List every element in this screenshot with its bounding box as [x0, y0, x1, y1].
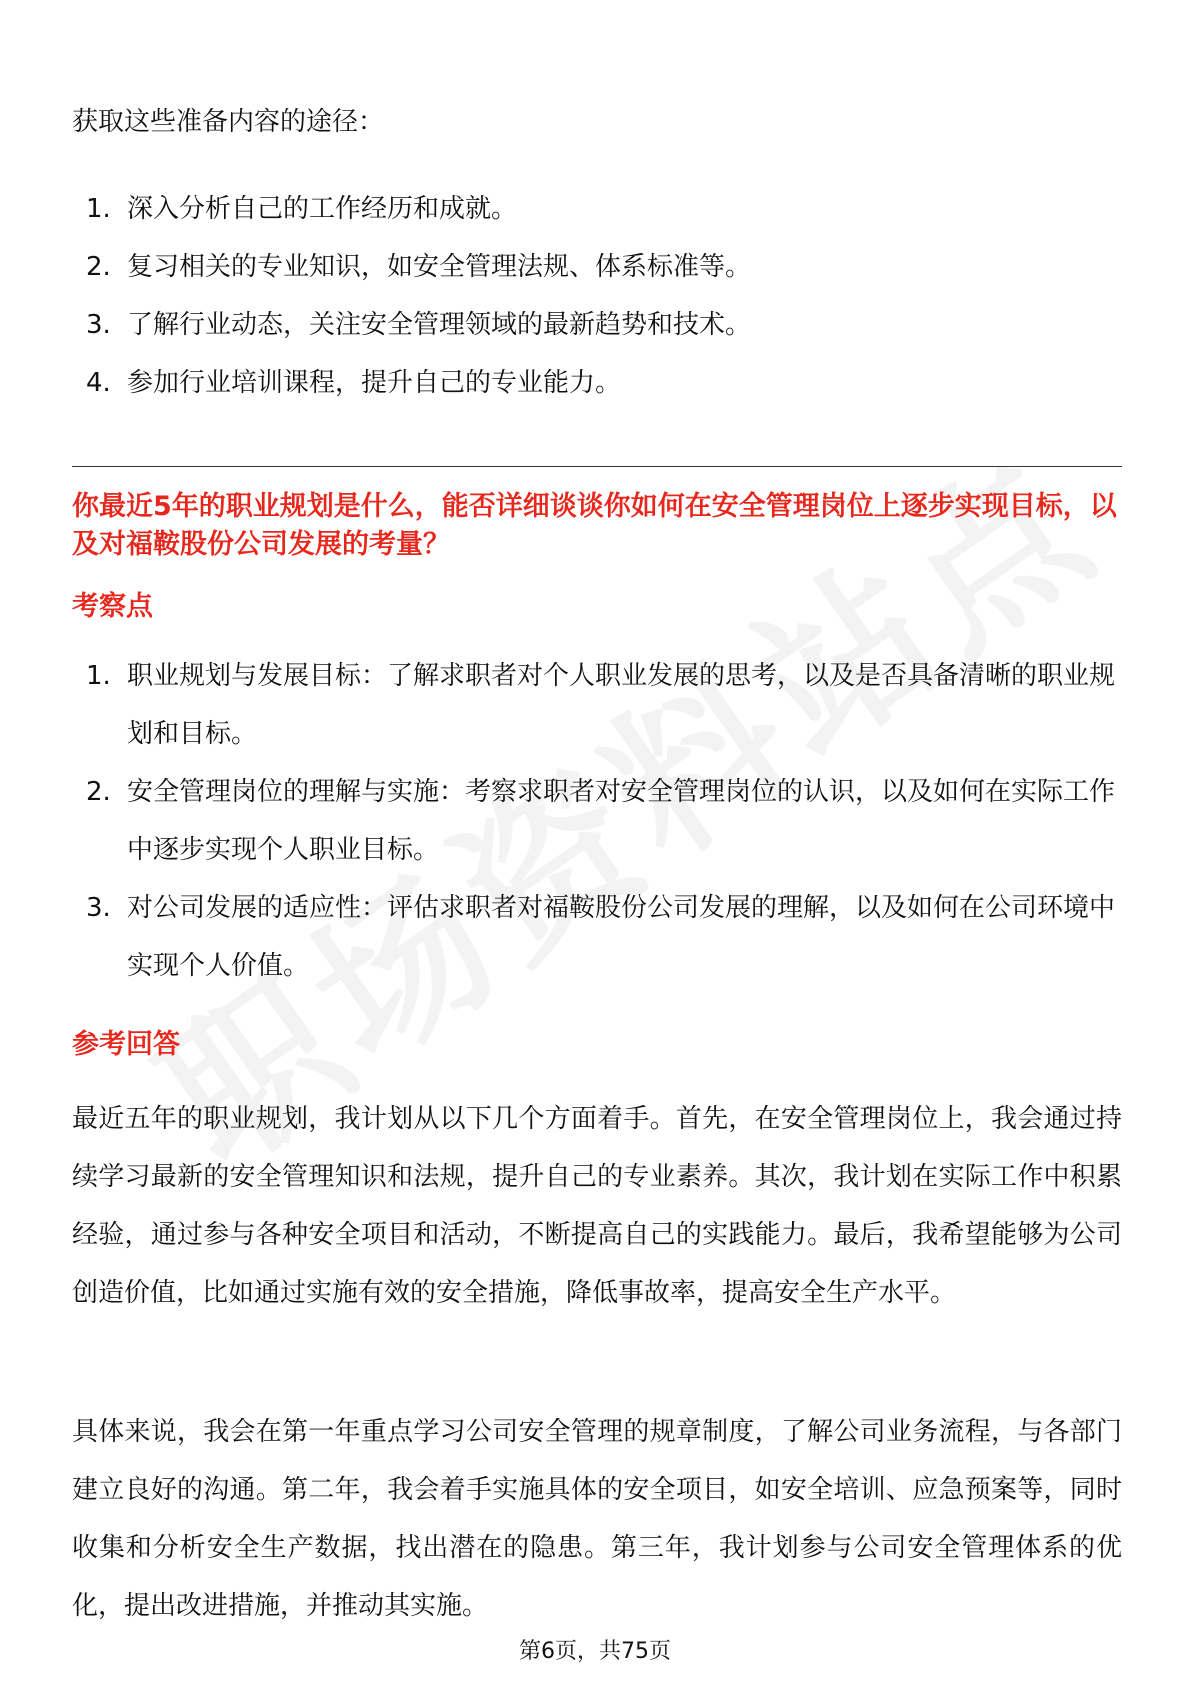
question-heading: 你最近5年的职业规划是什么，能否详细谈谈你如何在安全管理岗位上逐步实现目标，以及对福鞍股份公司发展的考量？	[72, 491, 1117, 560]
list-text: 复习相关的专业知识，如安全管理法规、体系标准等。	[127, 252, 752, 282]
list-text: 对公司发展的适应性：评估求职者对福鞍股份公司发展的理解，以及如何在公司环境中实现个人价值。	[127, 893, 1116, 981]
list-text: 职业规划与发展目标：了解求职者对个人职业发展的思考，以及是否具备清晰的职业规划和目标。	[127, 661, 1116, 749]
list-item	[72, 647, 1122, 763]
list-item	[72, 763, 1122, 879]
list-item	[72, 879, 1122, 995]
answer-paragraph-2: 具体来说，我会在第一年重点学习公司安全管理的规章制度，了解公司业务流程，与各部门建立良好的沟通。第二年，我会着手实施具体的安全项目，如安全培训、应急预案等，同时收集和分析安全生产数据，找出潜在的隐患。第三年，我计划参与公司安全管理体系的优化，提出改进措施，并推动其实施。	[72, 1417, 1122, 1621]
list-item	[72, 180, 1122, 238]
page-footer: 第6页，共75页	[519, 1639, 671, 1664]
list-number: 3.	[86, 893, 111, 923]
section-title-answer: 参考回答	[72, 1029, 180, 1060]
intro-text: 获取这些准备内容的途径：	[72, 107, 385, 137]
list-number: 2.	[86, 777, 111, 807]
preparation-list	[72, 180, 1122, 412]
list-number: 1.	[86, 194, 111, 224]
list-text: 安全管理岗位的理解与实施：考察求职者对安全管理岗位的认识，以及如何在实际工作中逐步实现个人职业目标。	[127, 777, 1116, 865]
list-number: 2.	[86, 252, 111, 282]
list-number: 4.	[86, 368, 111, 398]
section-title-points: 考察点	[72, 591, 153, 622]
list-text: 深入分析自己的工作经历和成就。	[127, 194, 518, 224]
list-item	[72, 296, 1122, 354]
answer-paragraph-1: 最近五年的职业规划，我计划从以下几个方面着手。首先，在安全管理岗位上，我会通过持续学习最新的安全管理知识和法规，提升自己的专业素养。其次，我计划在实际工作中积累经验，通过参与各种安全项目和活动，不断提高自己的实践能力。最后，我希望能够为公司创造价值，比如通过实施有效的安全措施，降低事故率，提高安全生产水平。	[72, 1104, 1122, 1308]
list-number: 3.	[86, 310, 111, 340]
list-number: 1.	[86, 661, 111, 691]
list-text: 了解行业动态，关注安全管理领域的最新趋势和技术。	[127, 310, 752, 340]
section-divider	[72, 466, 1122, 467]
list-text: 参加行业培训课程，提升自己的专业能力。	[127, 368, 622, 398]
assessment-points-list	[72, 647, 1122, 995]
list-item	[72, 238, 1122, 296]
list-item	[72, 354, 1122, 412]
